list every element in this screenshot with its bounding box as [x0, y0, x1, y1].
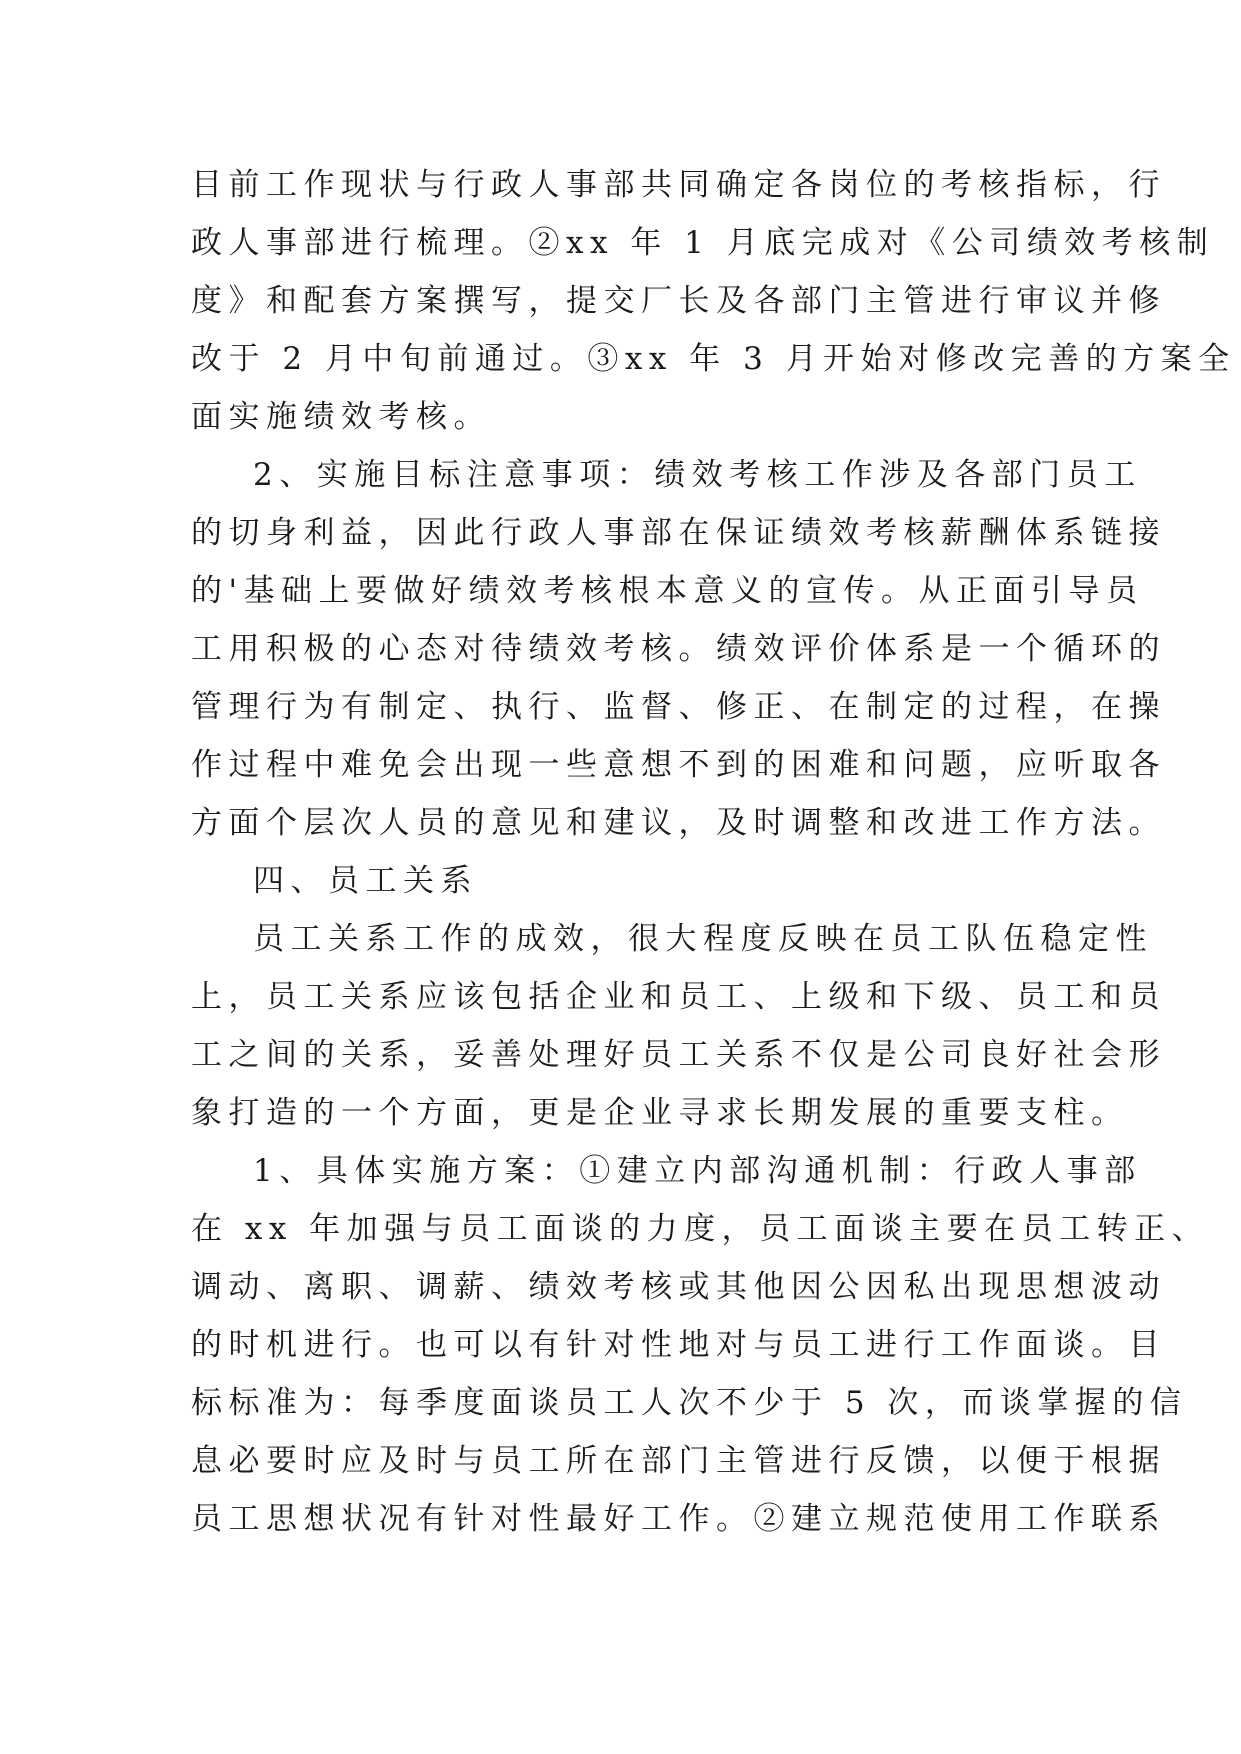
text-line: 的时机进行。也可以有针对性地对与员工进行工作面谈。目: [191, 1327, 1166, 1363]
text-line: 度》和配套方案撰写，提交厂长及各部门主管进行审议并修: [191, 283, 1166, 319]
text-line: 改于 2 月中旬前通过。③xx 年 3 月开始对修改完善的方案全: [191, 341, 1236, 377]
text-line: 2、实施目标注意事项：绩效考核工作涉及各部门员工: [253, 457, 1142, 493]
text-line: 方面个层次人员的意见和建议，及时调整和改进工作方法。: [191, 805, 1166, 841]
text-line: 政人事部进行梳理。②xx 年 1 月底完成对《公司绩效考核制: [191, 225, 1215, 261]
text-line: 在 xx 年加强与员工面谈的力度，员工面谈主要在员工转正、: [191, 1211, 1210, 1247]
text-line: 上，员工关系应该包括企业和员工、上级和下级、员工和员: [191, 979, 1166, 1015]
text-line: 象打造的一个方面，更是企业寻求长期发展的重要支柱。: [191, 1095, 1129, 1131]
text-line: 的'基础上要做好绩效考核根本意义的宣传。从正面引导员: [191, 573, 1144, 609]
text-line: 息必要时应及时与员工所在部门主管进行反馈，以便于根据: [191, 1443, 1166, 1479]
section-heading: 四、员工关系: [253, 863, 478, 899]
text-line: 目前工作现状与行政人事部共同确定各岗位的考核指标，行: [191, 167, 1166, 203]
text-line: 1、具体实施方案：①建立内部沟通机制：行政人事部: [253, 1153, 1142, 1189]
text-line: 管理行为有制定、执行、监督、修正、在制定的过程，在操: [191, 689, 1166, 725]
text-line: 工用积极的心态对待绩效考核。绩效评价体系是一个循环的: [191, 631, 1166, 667]
text-line: 作过程中难免会出现一些意想不到的困难和问题，应听取各: [191, 747, 1166, 783]
text-line: 工之间的关系，妥善处理好员工关系不仅是公司良好社会形: [191, 1037, 1166, 1073]
text-line: 调动、离职、调薪、绩效考核或其他因公因私出现思想波动: [191, 1269, 1166, 1305]
text-line: 的切身利益，因此行政人事部在保证绩效考核薪酬体系链接: [191, 515, 1166, 551]
text-line: 员工关系工作的成效，很大程度反映在员工队伍稳定性: [253, 921, 1153, 957]
text-line: 员工思想状况有针对性最好工作。②建立规范使用工作联系: [191, 1501, 1166, 1537]
document-body: [191, 156, 1236, 1548]
text-line: 标标准为：每季度面谈员工人次不少于 5 次，而谈掌握的信: [191, 1385, 1188, 1421]
text-line: 面实施绩效考核。: [191, 399, 491, 435]
